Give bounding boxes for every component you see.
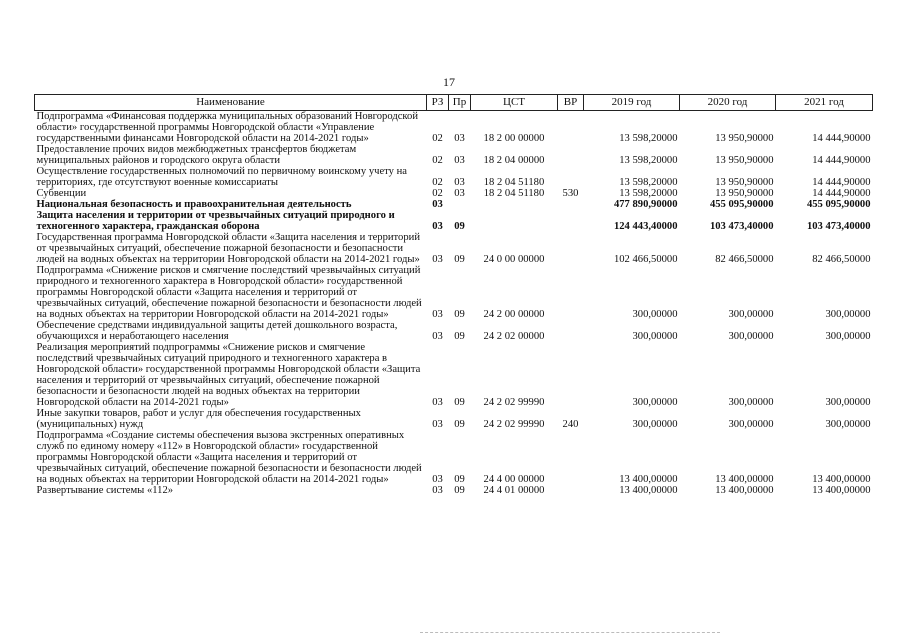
cell-2019: 13 598,20000: [619, 188, 678, 199]
table-row: [35, 320, 873, 342]
page-number: 17: [443, 75, 455, 89]
cell-vr: [558, 265, 584, 320]
table-row: [35, 485, 873, 496]
cell-vr: [558, 166, 584, 188]
column-header-2021: 2021 год: [776, 95, 873, 111]
cell-2019: 300,00000: [632, 397, 678, 408]
cell-pr: 09: [454, 474, 465, 485]
cell-cst: 18 2 04 51180: [483, 188, 545, 199]
table-row: [35, 188, 873, 199]
cell-pr: 03: [454, 155, 465, 166]
cell-rz: 03: [432, 331, 443, 342]
cell-2021: 14 444,90000: [812, 177, 871, 188]
footer-divider: [420, 632, 720, 633]
cell-2020: 300,00000: [728, 331, 774, 342]
cell-pr: 03: [454, 188, 465, 199]
cell-name: Подпрограмма «Снижение рисков и смягчение последствий чрезвычайных ситуаций природного и техногенного характера в Новгородской области» государственной программы Новгородской области «Защита населения и территорий от чрезвычайных ситуаций, обеспечение пожарной безопасности и безопасности людей на водных объектах на территории Новгородской области на 2014-2021 годы»: [36, 265, 422, 320]
cell-2019: 102 466,50000: [613, 254, 678, 265]
table-header-row: [35, 95, 873, 111]
cell-pr: [449, 199, 471, 210]
cell-2020: 13 400,00000: [715, 474, 774, 485]
cell-name: Реализация мероприятий подпрограммы «Снижение рисков и смягчение последствий чрезвычайных ситуаций природного и техногенного характера в Новгородской области» государственной программы Новгородской области «Защита населения и территорий от чрезвычайных ситуаций, обеспечение пожарной безопасности и безопасности людей на водных объектах на территории Новгородской области на 2014-2021 годы»: [36, 342, 421, 408]
cell-2020: 300,00000: [728, 309, 774, 320]
cell-name: Осуществление государственных полномочий по первичному воинскому учету на территориях, где отсутствуют военные комиссариаты: [36, 166, 407, 188]
cell-vr: [558, 111, 584, 145]
cell-pr: 03: [454, 133, 465, 144]
cell-2019: 477 890,90000: [613, 199, 678, 210]
cell-cst: 24 4 00 00000: [483, 474, 545, 485]
cell-2021: 82 466,50000: [812, 254, 871, 265]
cell-2019: 13 598,20000: [619, 133, 678, 144]
table-row: [35, 199, 873, 210]
cell-rz: 02: [432, 155, 443, 166]
cell-name: Развертывание системы «112»: [36, 485, 174, 496]
cell-rz: 02: [432, 177, 443, 188]
cell-rz: 03: [432, 199, 443, 210]
table-row: [35, 144, 873, 166]
cell-2019: 13 598,20000: [619, 177, 678, 188]
cell-cst: 18 2 00 00000: [483, 133, 545, 144]
cell-pr: 09: [454, 221, 465, 232]
cell-name: Субвенции: [36, 188, 87, 199]
cell-name: Подпрограмма «Финансовая поддержка муниципальных образований Новгородской области» государственной программы Новгородской области «Управление государственными финансами Новгородской области на 2014-2021 годы»: [36, 111, 418, 144]
cell-cst: 18 2 04 00000: [483, 155, 545, 166]
cell-name: Национальная безопасность и правоохранительная деятельность: [36, 199, 352, 210]
cell-2019: 300,00000: [632, 419, 678, 430]
cell-2020: 300,00000: [728, 419, 774, 430]
cell-pr: 09: [454, 309, 465, 320]
cell-rz: 03: [432, 397, 443, 408]
cell-2019: 124 443,40000: [613, 221, 678, 232]
cell-cst: 24 2 02 99990: [483, 397, 545, 408]
column-header-vr: ВР: [558, 95, 584, 111]
cell-vr: [558, 210, 584, 232]
cell-cst: [471, 199, 558, 210]
column-header-name: Наименование: [35, 95, 427, 111]
cell-2021: 300,00000: [825, 397, 871, 408]
cell-name: Предоставление прочих видов межбюджетных трансфертов бюджетам муниципальных районов и городского округа области: [36, 144, 357, 166]
cell-2021: 14 444,90000: [812, 188, 871, 199]
cell-vr: [558, 199, 584, 210]
cell-2019: 13 400,00000: [619, 485, 678, 496]
table-row: [35, 210, 873, 232]
cell-cst: 24 2 02 00000: [483, 331, 545, 342]
cell-name: Подпрограмма «Создание системы обеспечения вызова экстренных оперативных служб по единому номеру «112» в Новгородской области» государственной программы Новгородской области «Защита населения и территорий от чрезвычайных ситуаций, обеспечение пожарной безопасности и безопасности людей на водных объектах на территории Новгородской области на 2014-2021 годы»: [36, 430, 422, 485]
cell-rz: 03: [432, 309, 443, 320]
table-row: [35, 232, 873, 265]
cell-2019: 13 598,20000: [619, 155, 678, 166]
cell-2020: 13 950,90000: [715, 133, 774, 144]
cell-pr: 09: [454, 485, 465, 496]
cell-vr: 530: [562, 188, 579, 199]
cell-rz: 02: [432, 133, 443, 144]
cell-vr: [558, 430, 584, 485]
cell-2021: 14 444,90000: [812, 155, 871, 166]
table-row: [35, 408, 873, 430]
cell-pr: 09: [454, 331, 465, 342]
cell-2021: 13 400,00000: [812, 485, 871, 496]
cell-rz: 03: [432, 419, 443, 430]
cell-name: Государственная программа Новгородской области «Защита населения и территорий от чрезвычайных ситуаций, обеспечение пожарной безопасности и безопасности людей на водных объектах на территории Новгородской области на 2014-2021 годы»: [36, 232, 420, 265]
table-row: [35, 166, 873, 188]
table-row: [35, 265, 873, 320]
cell-pr: 09: [454, 254, 465, 265]
cell-pr: 09: [454, 419, 465, 430]
cell-rz: 03: [432, 221, 443, 232]
cell-cst: [471, 210, 558, 232]
column-header-rz: РЗ: [427, 95, 449, 111]
cell-2019: 300,00000: [632, 309, 678, 320]
cell-name: Обеспечение средствами индивидуальной защиты детей дошкольного возраста, обучающихся и неработающего населения: [36, 320, 398, 342]
cell-2020: 13 400,00000: [715, 485, 774, 496]
cell-vr: [558, 342, 584, 408]
cell-vr: 240: [562, 419, 579, 430]
column-header-2019: 2019 год: [584, 95, 680, 111]
column-header-cst: ЦСТ: [471, 95, 558, 111]
cell-vr: [558, 232, 584, 265]
cell-pr: 09: [454, 397, 465, 408]
cell-2021: 455 095,90000: [806, 199, 871, 210]
cell-2021: 13 400,00000: [812, 474, 871, 485]
budget-table: [34, 94, 873, 496]
cell-pr: 03: [454, 177, 465, 188]
cell-vr: [558, 485, 584, 496]
cell-2020: 82 466,50000: [715, 254, 774, 265]
cell-cst: 24 4 01 00000: [483, 485, 545, 496]
cell-2020: 300,00000: [728, 397, 774, 408]
cell-rz: 03: [432, 254, 443, 265]
cell-2020: 103 473,40000: [709, 221, 774, 232]
cell-rz: 03: [432, 485, 443, 496]
cell-cst: 24 0 00 00000: [483, 254, 545, 265]
cell-2019: 13 400,00000: [619, 474, 678, 485]
table-row: [35, 111, 873, 145]
cell-2021: 300,00000: [825, 331, 871, 342]
column-header-2020: 2020 год: [680, 95, 776, 111]
cell-rz: 02: [432, 188, 443, 199]
cell-name: Иные закупки товаров, работ и услуг для обеспечения государственных (муниципальных) нужд: [36, 408, 361, 430]
cell-2020: 13 950,90000: [715, 177, 774, 188]
cell-cst: 24 2 00 00000: [483, 309, 545, 320]
cell-2021: 14 444,90000: [812, 133, 871, 144]
column-header-pr: Пр: [449, 95, 471, 111]
cell-2021: 103 473,40000: [806, 221, 871, 232]
cell-cst: 18 2 04 51180: [483, 177, 545, 188]
cell-cst: 24 2 02 99990: [483, 419, 545, 430]
cell-2020: 13 950,90000: [715, 155, 774, 166]
table-row: [35, 430, 873, 485]
cell-vr: [558, 144, 584, 166]
cell-name: Защита населения и территории от чрезвычайных ситуаций природного и техногенного характера, гражданская оборона: [36, 210, 395, 232]
cell-2020: 13 950,90000: [715, 188, 774, 199]
cell-2019: 300,00000: [632, 331, 678, 342]
cell-2021: 300,00000: [825, 419, 871, 430]
cell-rz: 03: [432, 474, 443, 485]
table-row: [35, 342, 873, 408]
cell-vr: [558, 320, 584, 342]
cell-2020: 455 095,90000: [709, 199, 774, 210]
table-body: [35, 111, 873, 497]
cell-2021: 300,00000: [825, 309, 871, 320]
